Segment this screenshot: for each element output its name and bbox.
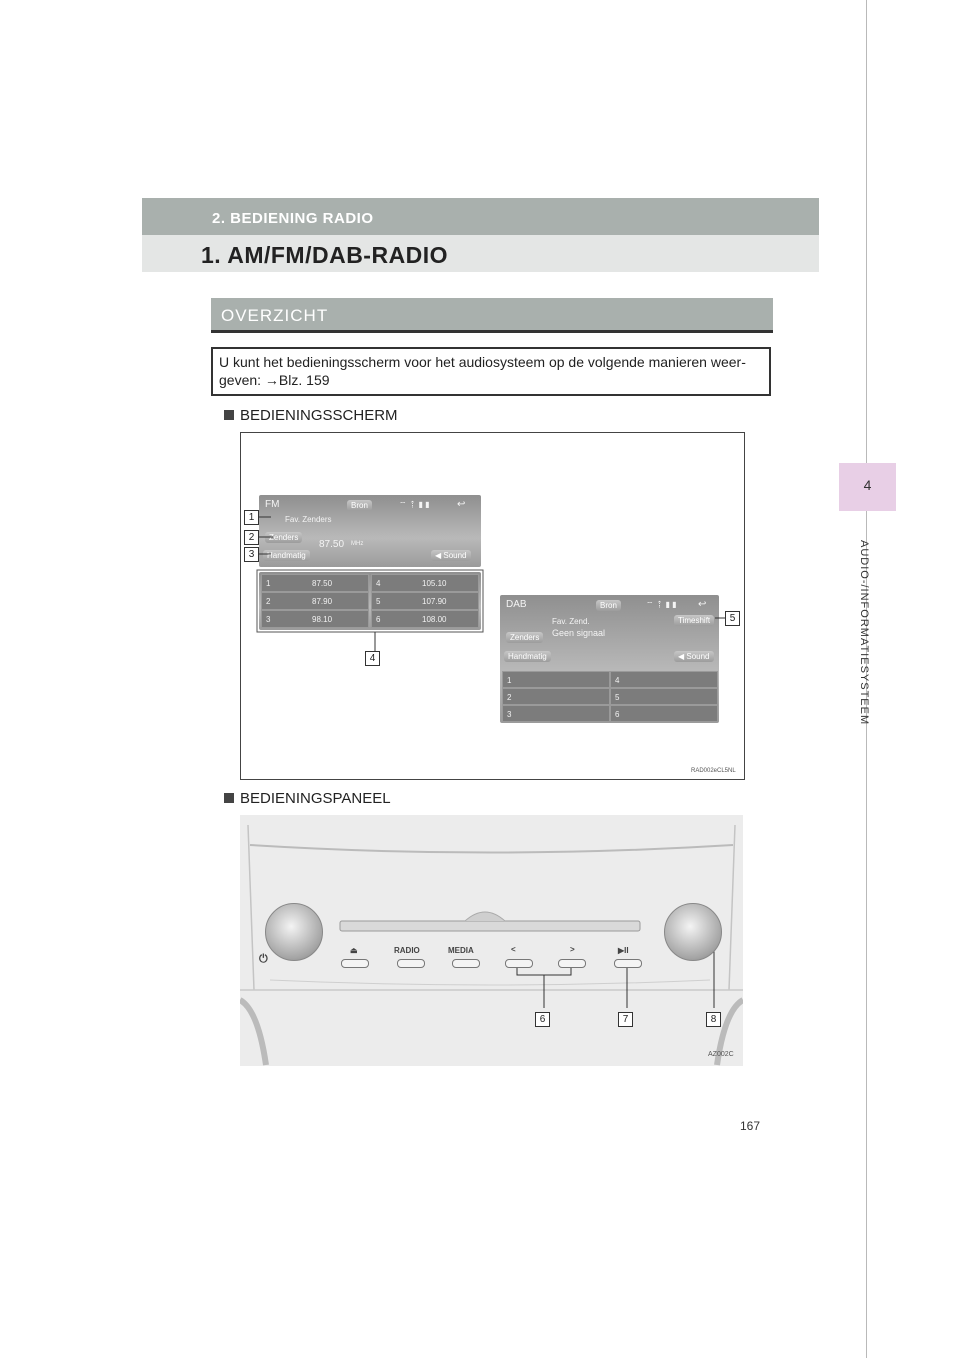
preset-number: 5 [615,693,620,702]
dab-status: Geen signaal [552,628,606,638]
preset-frequency: 105.10 [422,579,447,588]
chapter-number: 4 [863,477,872,493]
section-label: 2. BEDIENING RADIO [212,210,374,227]
subsection-panel-label: BEDIENINGSPANEEL [240,790,391,807]
callout-5: 5 [725,611,740,626]
subsection-screen-label: BEDIENINGSSCHERM [240,407,398,424]
figure1-leader-lines [241,433,744,779]
eject-icon: ⏏ [350,946,358,955]
preset-number: 1 [507,676,512,685]
screen-figure [240,432,745,780]
overview-heading [211,298,773,333]
media-button[interactable] [452,959,480,968]
dab-fav-label: Fav. Zend. [552,617,590,626]
dab-handmatig-button[interactable]: Handmatig [504,651,551,662]
callout-6: 6 [535,1012,550,1027]
chapter-tab [839,463,896,511]
fm-zenders-button[interactable]: Zenders [265,532,302,543]
fm-frequency-unit: MHz [351,541,364,547]
dab-bron-button[interactable]: Bron [596,600,621,611]
preset-number: 5 [376,597,381,606]
power-volume-knob[interactable] [265,903,323,961]
eject-button[interactable] [341,959,369,968]
preset-number: 6 [376,615,381,624]
title-band [142,235,819,272]
preset-frequency: 98.10 [312,615,333,624]
play-pause-icon: ▶II [618,946,629,955]
preset-number: 1 [266,579,271,588]
page-title: 1. AM/FM/DAB-RADIO [201,242,449,268]
dab-sound-button[interactable]: ◀ Sound [674,651,714,662]
prev-icon: < [511,945,516,954]
bullet-square-icon [224,410,234,420]
fm-sound-button[interactable]: ◀ Sound [431,550,471,561]
figure1-caption: RAD002eCL5NL [691,768,736,774]
fm-handmatig-button[interactable]: Handmatig [263,550,310,561]
preset-number: 4 [615,676,620,685]
fm-frequency: 87.50 [319,539,345,550]
preset-number: 4 [376,579,381,588]
callout-2: 2 [244,530,259,545]
preset-number: 6 [615,710,620,719]
preset-frequency: 108.00 [422,615,447,624]
callout-3: 3 [244,547,259,562]
fm-status-icons: ⌔ ⇡ ▮ ▮ [399,500,430,509]
figure2-caption: AZ002C [708,1051,734,1058]
dab-zenders-button[interactable]: Zenders [506,632,543,643]
radio-button[interactable] [397,959,425,968]
chapter-title: AUDIO-/INFORMATIESYSTEEM [858,540,870,726]
preset-number: 2 [507,693,512,702]
fm-fav-label: Fav. Zenders [285,515,332,524]
section-header-band [142,198,819,235]
bullet-square-icon [224,793,234,803]
callout-1: 1 [244,510,259,525]
fm-bron-button[interactable]: Bron [347,500,372,511]
preset-number: 2 [266,597,271,606]
callout-4: 4 [365,651,380,666]
preset-frequency: 87.90 [312,597,333,606]
radio-label: RADIO [394,946,420,955]
power-icon: ⏻ [259,953,268,965]
media-label: MEDIA [448,946,474,955]
callout-7: 7 [618,1012,633,1027]
dab-source-label: DAB [506,599,527,610]
callout-8: 8 [706,1012,721,1027]
seek-prev-button[interactable] [505,959,533,968]
preset-number: 3 [507,710,512,719]
overview-heading-text: OVERZICHT [221,306,329,325]
back-icon[interactable]: ↩ [457,499,466,510]
dab-status-icons: ⌔ ⇡ ▮ ▮ [646,600,677,609]
subsection-panel-title [224,790,391,807]
panel-figure [240,815,743,1066]
page-number: 167 [740,1119,761,1133]
fm-source-label: FM [265,499,280,510]
subsection-screen-title [224,407,398,424]
tune-scroll-knob[interactable] [664,903,722,961]
intro-box: U kunt het bedieningsscherm voor het audiosysteem op de volgende manieren weer-geven: →Blz. 159 [211,347,771,396]
timeshift-button[interactable]: Timeshift [674,615,714,626]
play-pause-button[interactable] [614,959,642,968]
back-icon[interactable]: ↩ [698,599,707,610]
preset-frequency: 107.90 [422,597,447,606]
preset-frequency: 87.50 [312,579,333,588]
seek-next-button[interactable] [558,959,586,968]
next-icon: > [570,945,575,954]
fm-sound-label: Sound [443,551,467,560]
preset-number: 3 [266,615,271,624]
dab-sound-label: Sound [686,652,710,661]
